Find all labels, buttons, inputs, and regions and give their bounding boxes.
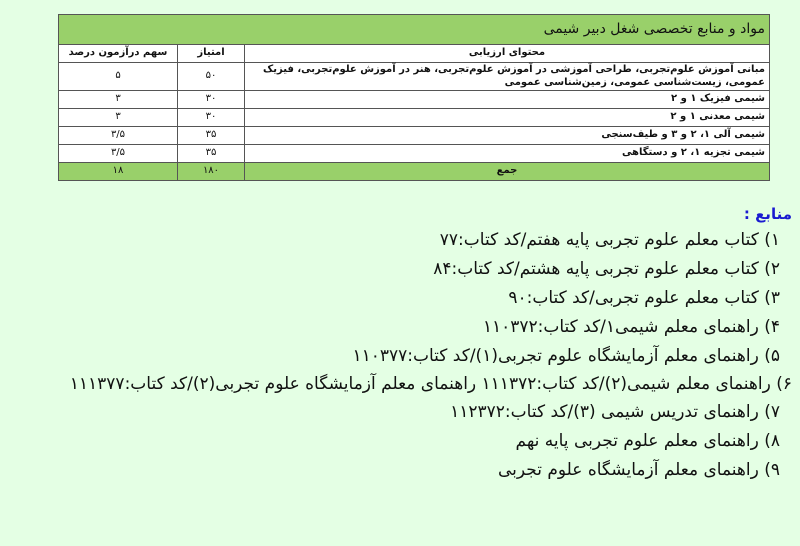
source-item: ۲) کتاب معلم علوم تجربی پایه هشتم/کد کتاب:۸۴ — [433, 259, 780, 279]
row-share: ۳/۵ — [59, 145, 178, 163]
table-total-row — [59, 163, 770, 181]
row-score: ۳۵ — [178, 127, 245, 145]
row-score: ۵۰ — [178, 63, 245, 91]
sources-section — [4, 205, 794, 485]
row-score: ۳۵ — [178, 145, 245, 163]
header-share: سهم درآزمون درصد — [59, 45, 178, 63]
row-share: ۳ — [59, 91, 178, 109]
source-item: ۳) کتاب معلم علوم تجربی/کد کتاب:۹۰ — [508, 288, 780, 308]
source-item: ۵) راهنمای معلم آزمایشگاه علوم تجربی(۱)/کد کتاب:۱۱۰۳۷۷ — [352, 346, 780, 366]
table-header-row — [59, 45, 770, 63]
table-row — [59, 127, 770, 145]
row-share: ۳/۵ — [59, 127, 178, 145]
source-item: ۴) راهنمای معلم شیمی۱/کد کتاب:۱۱۰۳۷۲ — [482, 317, 780, 337]
table-row — [59, 63, 770, 91]
table-title-row — [59, 15, 770, 45]
row-content: شیمی معدنی ۱ و ۲ — [245, 109, 770, 127]
row-content: شیمی فیزیک ۱ و ۲ — [245, 91, 770, 109]
table-row — [59, 91, 770, 109]
table-row — [59, 145, 770, 163]
table-row — [59, 109, 770, 127]
syllabus-table — [58, 14, 770, 181]
row-score: ۳۰ — [178, 91, 245, 109]
row-share: ۳ — [59, 109, 178, 127]
source-item: ۶) راهنمای معلم شیمی(۲)/کد کتاب:۱۱۱۳۷۲ راهنمای معلم آزمایشگاه علوم تجربی(۲)/کد کتاب:۱۱۱۳۷۷ — [69, 374, 792, 394]
header-score: امتیاز — [178, 45, 245, 63]
row-content: شیمی آلی ۱، ۲ و ۳ و طیف‌سنجی — [245, 127, 770, 145]
header-content: محتوای ارزیابی — [245, 45, 770, 63]
row-content: مبانی آموزش علوم‌تجربی، طراحی آموزشی در آموزش علوم‌تجربی، هنر در آموزش علوم‌تجربی، فیزیک عمومی، زیست‌شناسی عمومی، زمین‌شناسی عمومی — [245, 63, 770, 91]
row-score: ۳۰ — [178, 109, 245, 127]
source-item: ۸) راهنمای معلم علوم تجربی پایه نهم — [515, 431, 780, 451]
source-item: ۹) راهنمای معلم آزمایشگاه علوم تجربی — [497, 460, 780, 480]
source-item: ۷) راهنمای تدریس شیمی (۳)/کد کتاب:۱۱۲۳۷۲ — [450, 402, 780, 422]
total-score: ۱۸۰ — [178, 163, 245, 181]
row-content: شیمی تجزیه ۱، ۲ و دستگاهی — [245, 145, 770, 163]
sources-list — [4, 226, 794, 485]
total-share: ۱۸ — [59, 163, 178, 181]
sources-heading: منابع : — [743, 205, 792, 223]
row-share: ۵ — [59, 63, 178, 91]
total-label: جمع — [245, 163, 770, 181]
table-title: مواد و منابع تخصصی شغل دبیر شیمی — [59, 15, 770, 45]
source-item: ۱) کتاب معلم علوم تجربی پایه هفتم/کد کتاب:۷۷ — [439, 230, 780, 250]
